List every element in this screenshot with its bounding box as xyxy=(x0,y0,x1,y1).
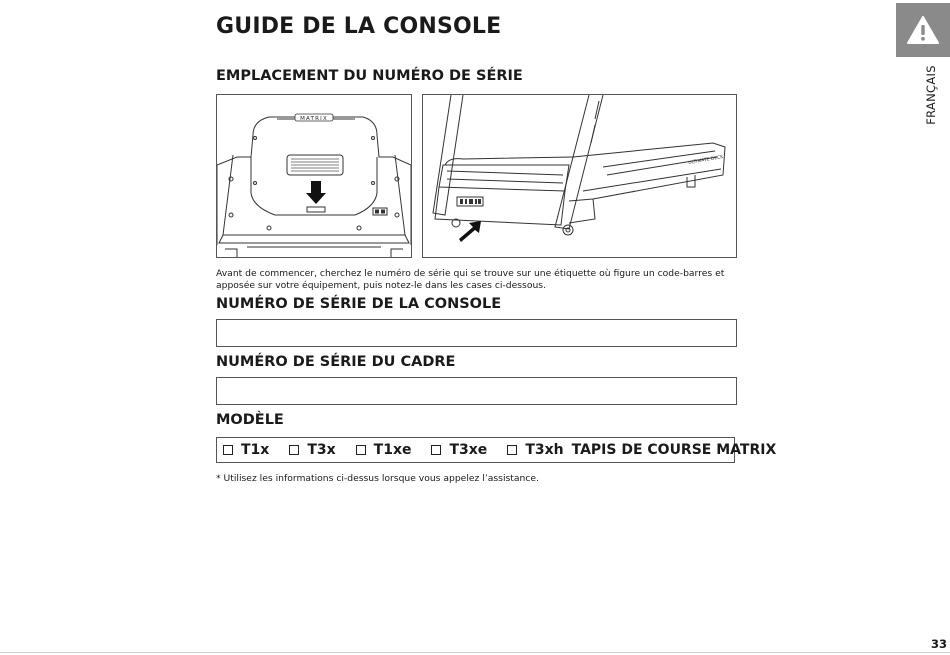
footnote-text: * Utilisez les informations ci-dessus lorsque vous appelez l’assistance. xyxy=(216,473,539,484)
page-title: GUIDE DE LA CONSOLE xyxy=(216,14,502,39)
model-option-label: T1x xyxy=(241,442,270,458)
model-option-t3x[interactable] xyxy=(289,442,335,458)
checkbox[interactable] xyxy=(431,445,441,455)
instructions-text: Avant de commencer, cherchez le numéro de série qui se trouve sur une étiquette où figure un code-barres et apposée sur votre équipement, puis notez-le dans les cases ci-dessous. xyxy=(216,268,725,291)
model-option-label: T1xe xyxy=(373,442,412,458)
product-label: TAPIS DE COURSE MATRIX xyxy=(571,442,777,458)
checkbox[interactable] xyxy=(289,445,299,455)
frame-serial-heading: NUMÉRO DE SÉRIE DU CADRE xyxy=(216,354,456,370)
frame-brand-text: ULTIMATE DECK xyxy=(688,154,724,167)
checkbox[interactable] xyxy=(356,445,366,455)
model-option-label: T3x xyxy=(307,442,336,458)
checkbox[interactable] xyxy=(507,445,517,455)
console-serial-heading: NUMÉRO DE SÉRIE DE LA CONSOLE xyxy=(216,296,502,312)
serial-location-heading: EMPLACEMENT DU NUMÉRO DE SÉRIE xyxy=(216,68,523,84)
page-edge xyxy=(0,652,950,653)
language-tab: FRANÇAIS xyxy=(924,65,938,125)
model-option-t1x[interactable] xyxy=(223,442,269,458)
model-option-t1xe[interactable] xyxy=(356,442,412,458)
arrow-down-icon xyxy=(306,181,326,204)
model-option-t3xh[interactable] xyxy=(507,442,563,458)
frame-serial-field[interactable] xyxy=(216,377,737,405)
console-brand-text: MATRIX xyxy=(300,116,328,122)
model-selector xyxy=(216,437,777,463)
console-back-illustration xyxy=(216,94,412,258)
model-option-t3xe[interactable] xyxy=(431,442,487,458)
page-number: 33 xyxy=(931,637,948,651)
treadmill-frame-illustration xyxy=(422,94,737,258)
console-serial-field[interactable] xyxy=(216,319,737,347)
model-option-label: T3xh xyxy=(525,442,564,458)
checkbox[interactable] xyxy=(223,445,233,455)
warning-tab xyxy=(896,3,950,57)
model-heading: MODÈLE xyxy=(216,412,284,428)
model-option-label: T3xe xyxy=(449,442,488,458)
warning-triangle-icon xyxy=(906,15,940,45)
arrow-up-right-icon xyxy=(459,221,481,242)
